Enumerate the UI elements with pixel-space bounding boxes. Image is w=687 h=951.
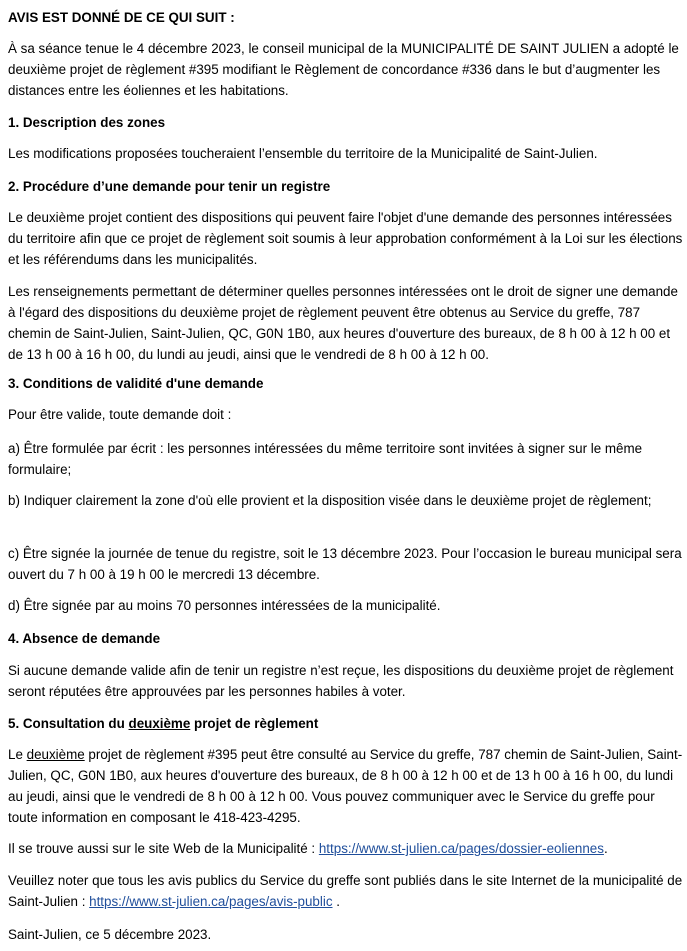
section-2-paragraph-2: Les renseignements permettant de déterminer quelles personnes intéressées ont le droit de signer une demande à l'égard des dispositions du deuxième projet de règlement peuvent être obtenus au Service du greffe, 787 chemin de Saint-Julien, Saint-Julien, QC, G0N 1B0, aux heures d'ouverture des bureaux, de 8 h 00 à 12 h 00 et de 13 h 00 à 16 h 00, du lundi au jeudi, ainsi que le vendredi de 8 h 00 à 12 h 00. [8, 284, 678, 362]
section-5-heading-after: projet de règlement [190, 716, 319, 731]
signoff: Saint-Julien, ce 5 décembre 2023. [8, 927, 212, 942]
section-5-paragraph [8, 744, 684, 828]
section-5-para-before: Le [8, 747, 27, 762]
section-4-text: Si aucune demande valide afin de tenir un registre n’est reçue, les dispositions du deuxième projet de règlement seront réputées être approuvées par les personnes habiles à voter. [8, 663, 674, 699]
public-notices-suffix: . [332, 894, 340, 909]
section-1-heading: 1. Description des zones [8, 115, 166, 130]
intro-paragraph: À sa séance tenue le 4 décembre 2023, le conseil municipal de la MUNICIPALITÉ DE SAINT JULIEN a adopté le deuxième projet de règlement #395 modifiant le Règlement de concordance #336 dans le but d’augmenter les distances entre les éoliennes et les habitations. [8, 41, 679, 98]
section-2-paragraph-1: Le deuxième projet contient des dispositions qui peuvent faire l'objet d'une demande des personnes intéressées du territoire afin que ce projet de règlement soit soumis à leur approbation conformément à la Loi sur les élections et les référendums dans les municipalités. [8, 210, 683, 267]
section-3-lead: Pour être valide, toute demande doit : [8, 407, 232, 422]
section-3-item-b: b) Indiquer clairement la zone d'où elle provient et la disposition visée dans le deuxième projet de règlement; [8, 493, 652, 508]
website-paragraph [8, 838, 684, 859]
website-text: Il se trouve aussi sur le site Web de la Municipalité : [8, 841, 319, 856]
public-notices-paragraph [8, 870, 684, 912]
section-1-text: Les modifications proposées toucheraient l’ensemble du territoire de la Municipalité de Saint-Julien. [8, 146, 598, 161]
website-suffix: . [603, 841, 608, 856]
section-3-item-d: d) Être signée par au moins 70 personnes intéressées de la municipalité. [8, 598, 441, 613]
notice-heading: AVIS EST DONNÉ DE CE QUI SUIT : [8, 10, 235, 25]
section-2-heading: 2. Procédure d’une demande pour tenir un registre [8, 179, 331, 194]
dossier-eoliennes-link[interactable]: https://www.st-julien.ca/pages/dossier-eoliennes [318, 841, 604, 856]
section-5-para-after: projet de règlement #395 peut être consulté au Service du greffe, 787 chemin de Saint-Julien, Saint-Julien, QC, G0N 1B0, aux heures d'ouverture des bureaux, de 8 h 00 à 12 h 00 et de 13 h 00 à 16 h 00, du lundi au jeudi, ainsi que le vendredi de 8 h 00 à 12 h 00. Vous pouvez communiquer avec le Service du greffe pour toute information en composant le 418-423-4295. [8, 747, 683, 825]
section-3-item-c: c) Être signée la journée de tenue du registre, soit le 13 décembre 2023. Pour l’occasion le bureau municipal sera ouvert du 7 h 00 à 19 h 00 le mercredi 13 décembre. [8, 546, 682, 582]
section-3-heading: 3. Conditions de validité d'une demande [8, 376, 264, 391]
public-notices-text: Veuillez noter que tous les avis publics du Service du greffe sont publiés dans le site Internet de la municipalité de Saint-Julien : [8, 873, 683, 909]
section-3-item-a: a) Être formulée par écrit : les personnes intéressées du même territoire sont invitées à signer sur le même formulaire; [8, 441, 643, 477]
section-5-para-underlined: deuxième [26, 747, 85, 762]
avis-public-link[interactable]: https://www.st-julien.ca/pages/avis-public [89, 894, 333, 909]
section-4-heading: 4. Absence de demande [8, 631, 161, 646]
section-5-heading [8, 713, 684, 734]
section-5-heading-before: 5. Consultation du [8, 716, 129, 731]
section-5-heading-underlined: deuxième [128, 716, 191, 731]
